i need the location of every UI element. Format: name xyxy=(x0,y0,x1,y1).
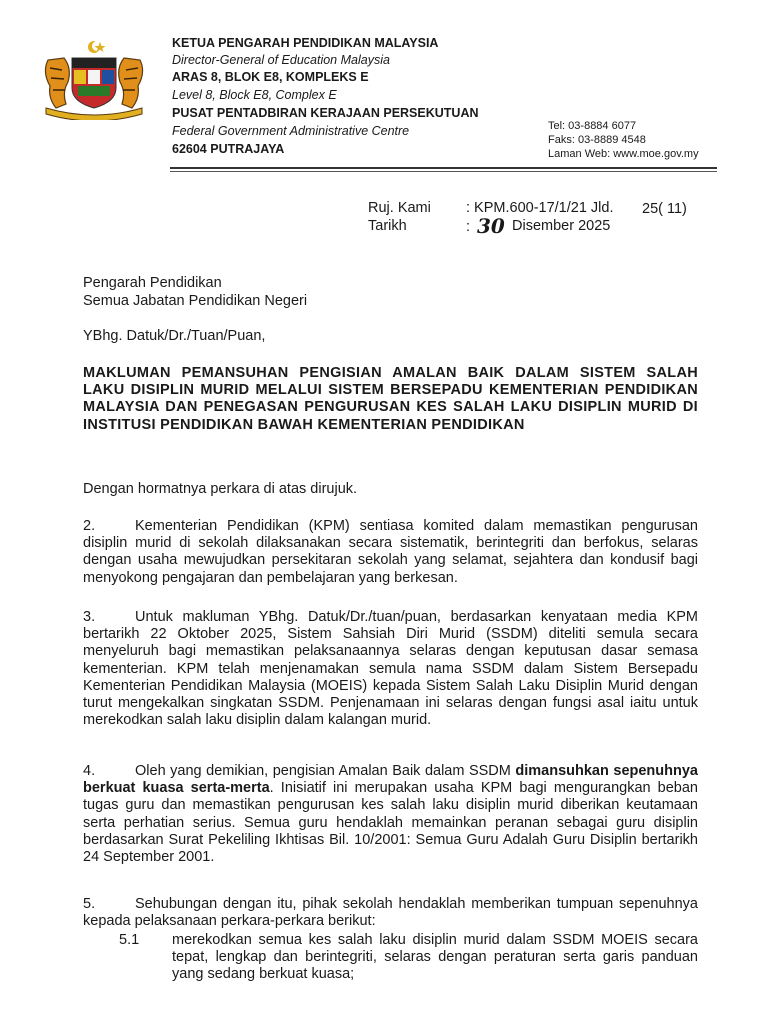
subparagraph-number: 5.1 xyxy=(119,932,140,948)
paragraph-text: Untuk makluman YBhg. Datuk/Dr./tuan/puan, berdasarkan kenyataan media KPM bertarikh 22 Oktober 2025, Sistem Sahsiah Diri Murid (SSDM) diteliti semula secara menyeluruh bagi memastikan pelaksanaannya selaras dengan keputusan dasar semasa kementerian. KPM telah menjenamakan semula nama SSDM dalam Sistem Bersepadu Kementerian Pendidikan Malaysia (MOEIS) kepada Sistem Salah Laku Disiplin Murid dengan turut mengekalkan singkatan SSDM. Penjenamaan ini selaras dengan fungsi asal iaitu untuk merekodkan salah laku disiplin dalam kalangan murid. xyxy=(83,609,698,729)
date-colon: : xyxy=(466,219,471,235)
telephone-number: Tel: 03-8884 6077 xyxy=(548,120,637,132)
paragraph-3 xyxy=(83,609,698,729)
address-line2-english: Federal Government Administrative Centre xyxy=(172,124,410,138)
recipient-line1: Pengarah Pendidikan xyxy=(83,275,222,291)
paragraph-text: Sehubungan dengan itu, pihak sekolah hendaklah memberikan tumpuan sepenuhnya kepada pelaksanaan perkara-perkara berikut: xyxy=(83,896,698,930)
opening-line: Dengan hormatnya perkara di atas dirujuk. xyxy=(83,481,358,497)
date-label: Tarikh xyxy=(368,218,407,234)
paragraph-number: 2. xyxy=(83,518,96,534)
org-name-malay: KETUA PENGARAH PENDIDIKAN MALAYSIA xyxy=(172,36,439,50)
paragraph-5 xyxy=(83,896,698,930)
reference-value: : KPM.600-17/1/21 Jld. xyxy=(466,200,614,216)
address-line1-english: Level 8, Block E8, Complex E xyxy=(172,88,337,102)
address-line1-malay: ARAS 8, BLOK E8, KOMPLEKS E xyxy=(172,70,369,84)
reference-handwritten-number: 25( 11) xyxy=(642,201,687,217)
fax-number: Faks: 03-8889 4548 xyxy=(548,134,646,146)
paragraph-2 xyxy=(83,518,698,587)
paragraph-4 xyxy=(83,763,698,866)
date-value: Disember 2025 xyxy=(512,218,611,234)
postcode-city: 62604 PUTRAJAYA xyxy=(172,142,285,156)
reference-label: Ruj. Kami xyxy=(368,200,431,216)
address-line2-malay: PUSAT PENTADBIRAN KERAJAAN PERSEKUTUAN xyxy=(172,106,479,120)
paragraph-text-cont: . Inisiatif ini merupakan usaha KPM bagi mengurangkan beban tugas guru dan memastikan pengurusan kes salah laku disiplin murid diberikan keutamaan serta perhatian serius. Semua guru hendaklah memainkan peranan sebagai guru disiplin berdasarkan Surat Pekeliling Ikhtisas Bil. 10/2001: Semua Guru Adalah Guru Disiplin bertarikh 24 September 2001. xyxy=(83,780,698,866)
coat-of-arms-logo xyxy=(38,38,150,120)
org-name-english: Director-General of Education Malaysia xyxy=(172,53,390,67)
paragraph-number: 5. xyxy=(83,896,96,912)
subparagraph-5-1: merekodkan semua kes salah laku disiplin murid dalam SSDM MOEIS secara tepat, lengkap dan berintegriti, selaras dengan peraturan serta garis panduan yang sedang berkuat kuasa; xyxy=(172,932,698,983)
letter-subject: MAKLUMAN PEMANSUHAN PENGISIAN AMALAN BAIK DALAM SISTEM SALAH LAKU DISIPLIN MURID MELALUI SISTEM BERSEPADU KEMENTERIAN PENDIDIKAN MALAYSIA DAN PENEGASAN PENGURUSAN KES SALAH LAKU DISIPLIN MURID DI INSTITUSI PENDIDIKAN BAWAH KEMENTERIAN PENDIDIKAN xyxy=(83,365,698,433)
website: Laman Web: www.moe.gov.my xyxy=(548,148,699,160)
paragraph-number: 3. xyxy=(83,609,96,625)
paragraph-number: 4. xyxy=(83,763,96,779)
salutation: YBhg. Datuk/Dr./Tuan/Puan, xyxy=(83,328,266,344)
recipient-line2: Semua Jabatan Pendidikan Negeri xyxy=(83,293,308,309)
letterhead-divider xyxy=(170,167,717,169)
paragraph-text: Oleh yang demikian, pengisian Amalan Baik dalam SSDM xyxy=(135,763,516,779)
paragraph-bold-text: dimansuhkan sepenuhnya berkuat kuasa serta-merta xyxy=(83,763,698,797)
date-handwritten-day: 30 xyxy=(477,214,505,238)
paragraph-text: Kementerian Pendidikan (KPM) sentiasa komited dalam memastikan pengurusan disiplin murid di sekolah dilaksanakan secara sistematik, berintegriti dan berfokus, selaras dengan usaha mewujudkan persekitaran sekolah yang selamat, sejahtera dan kondusif bagi menyokong pengajaran dan pembelajaran yang berkesan. xyxy=(83,518,698,586)
letterhead-divider-thin xyxy=(170,171,717,172)
